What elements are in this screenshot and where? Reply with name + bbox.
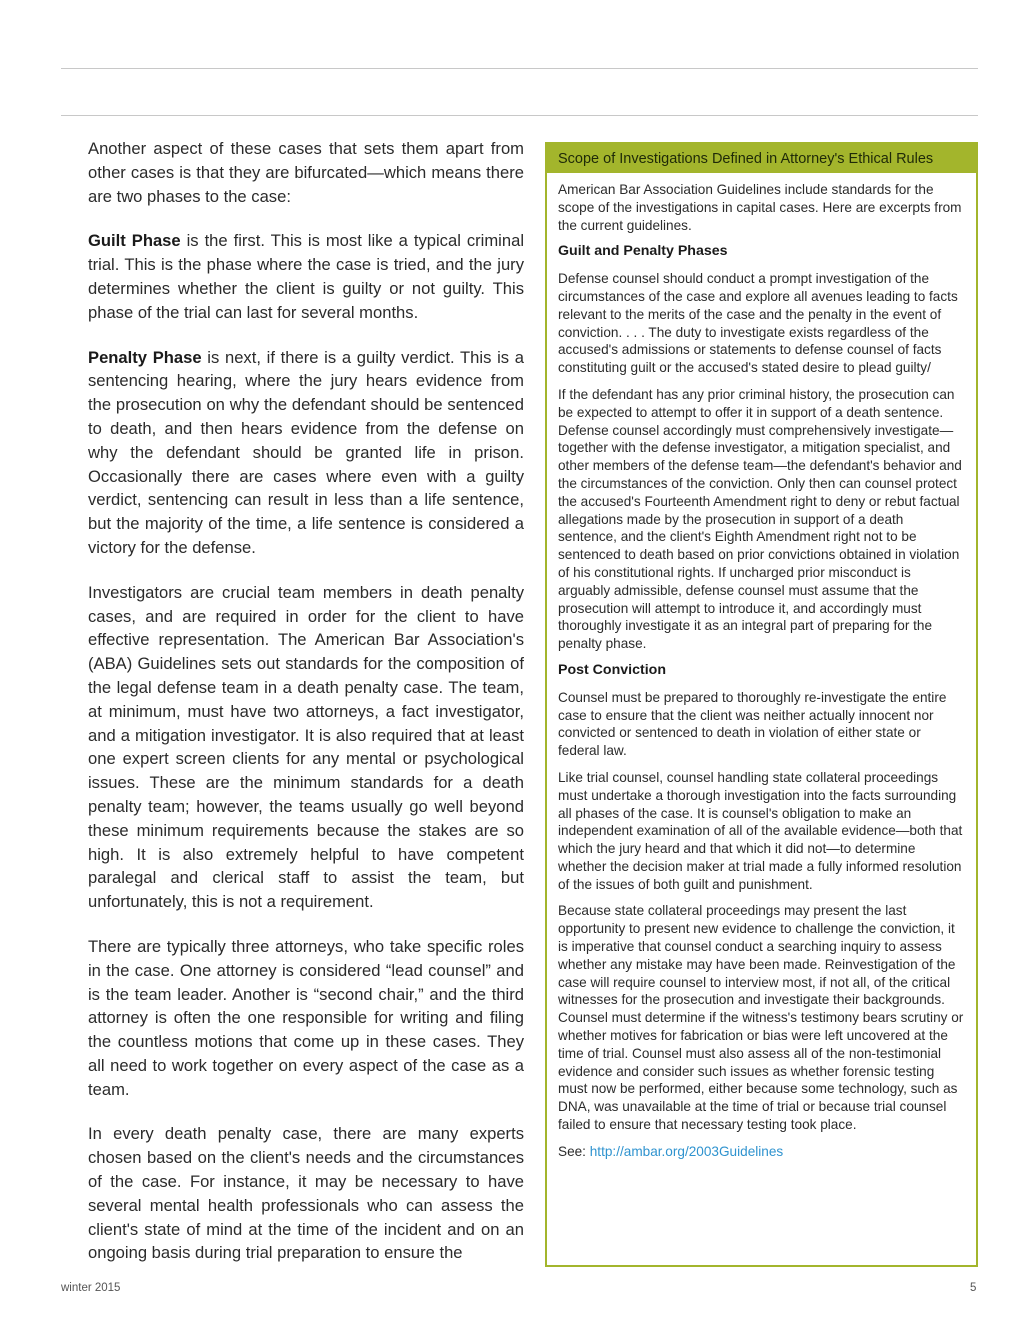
sidebar-paragraph: If the defendant has any prior criminal history, the prosecution can be expected to attempt to offer it in support of a death sentence. Defense counsel accordingly must comprehensively investigate—together with the defense investigator, a mitigation specialist, and other members of the defense team—the defendant's behavior and the circumstances of the conviction. Only then can counsel protect the accused's Fourteenth Amendment right to deny or rebut factual allegations made by the prosecution in support of a death sentence, and the client's Eighth Amendment right not to be sentenced to death based on prior convictions obtained in violation of his constitutional rights. If uncharged prior misconduct is arguably admissible, defense counsel must assume that the prosecution will attempt to introduce it, and accordingly must thoroughly investigate it as an integral part of preparing for the penalty phase.	[558, 386, 962, 652]
top-rule	[61, 68, 978, 69]
paragraph-penalty-phase	[88, 346, 524, 560]
footer-issue: winter 2015	[61, 1282, 121, 1294]
paragraph-investigators: Investigators are crucial team members in death penalty cases, and are required in order for the client to have effective representation. The American Bar Association's (ABA) Guidelines sets out standards for the composition of the legal defense team in a death penalty case. The team, at minimum, must have two attorneys, a fact investigator, and a mitigation investigator. It is also required that at least one expert screen clients for any mental or psychological issues. These are the minimum standards for a death penalty team; however, the teams usually go well beyond these minimum requirements because the stakes are so high. It is also extremely helpful to have competent paralegal and clerical staff to assist the team, but unfortunately, this is not a requirement.	[88, 582, 524, 912]
paragraph-experts: In every death penalty case, there are many experts chosen based on the client's needs and the circumstances of the case. For instance, it may be necessary to have several mental health professionals who can assess the client's state of mind at the time of the incident and on an ongoing basis during trial preparation to ensure the	[88, 1124, 524, 1263]
main-article	[88, 137, 524, 1286]
sidebar-title: Scope of Investigations Defined in Attorney's Ethical Rules	[547, 144, 976, 173]
see-label: See:	[558, 1143, 590, 1159]
heading-post-conviction: Post Conviction	[558, 661, 666, 678]
guilt-phase-text: is the first. This is most like a typical criminal trial. This is the phase where the case is tried, and the jury determines whether the client is guilty or not guilty. This phase of the trial can last for several months.	[88, 231, 525, 322]
term-penalty-phase: Penalty Phase	[88, 347, 202, 367]
penalty-phase-text: is next, if there is a guilty verdict. This is a sentencing hearing, where the jury hears evidence from the prosecution on why the defendant should be sentenced to death, and then hears evidence from the defense on why the defendant should be granted life in prison. Occasionally there are cases where even with a guilty verdict, sentencing can result in less than a life sentence, but the majority of the time, a life sentence is considered a victory for the defense.	[88, 347, 524, 557]
paragraph-intro: Another aspect of these cases that sets them apart from other cases is that they are bifurcated—which means there are two phases to the case:	[88, 139, 524, 206]
term-guilt-phase: Guilt Phase	[88, 231, 181, 251]
sidebar-paragraph: Because state collateral proceedings may present the last opportunity to present new evidence to challenge the conviction, it is imperative that counsel conduct a searching inquiry to assess whether any mistake may have been made. Reinvestigation of the case will require counsel to interview most, if not all, of the critical witnesses for the prosecution and investigate their backgrounds. Counsel must determine if the witness's testimony bears scrutiny or whether motives for fabrication or bias were left uncovered at the time of trial. Counsel must also assess all of the non-testimonial evidence and consider such issues as whether forensic testing must now be performed, either because some technology, such as DNA, was unavailable at the time of trial or because trial counsel failed to ensure that necessary testing took place.	[558, 903, 964, 1133]
sidebar-paragraph: Counsel must be prepared to thoroughly re-investigate the entire case to ensure that the client was neither actually innocent nor convicted or sentenced to death in violation of either state or federal law.	[558, 689, 947, 759]
sidebar-intro: American Bar Association Guidelines include standards for the scope of the investigations in capital cases. Here are excerpts from the current guidelines.	[558, 182, 962, 233]
paragraph-attorneys: There are typically three attorneys, who take specific roles in the case. One attorney is considered “lead counsel” and is the team leader. Another is “second chair,” and the third attorney is often the one responsible for writing and filing the countless motions that come up in these cases. They all need to work together on every aspect of the case as a team.	[88, 936, 524, 1099]
sidebar-box	[545, 142, 978, 1267]
sidebar-paragraph: Defense counsel should conduct a prompt investigation of the circumstances of the case and explore all avenues leading to facts relevant to the merits of the case and the penalty in the event of conviction. . . . The duty to investigate exists regardless of the accused's admissions or statements to defense counsel of facts constituting guilt or the accused's stated desire to plead guilty/	[558, 271, 958, 376]
page-number: 5	[970, 1282, 977, 1294]
sidebar-paragraph: Like trial counsel, counsel handling state collateral proceedings must undertake a thorough investigation into the facts surrounding all phases of the case. It is counsel's obligation to make an independent examination of all of the available evidence—both that which the jury heard and that which it did not—to determine whether the decision maker at trial made a fully informed resolution of the issues of both guilt and punishment.	[558, 769, 963, 892]
sidebar-body	[547, 173, 976, 1161]
heading-guilt-penalty: Guilt and Penalty Phases	[558, 243, 728, 260]
paragraph-guilt-phase	[88, 229, 524, 324]
guidelines-link[interactable]: http://ambar.org/2003Guidelines	[589, 1143, 784, 1159]
see-also	[558, 1143, 966, 1161]
second-rule	[61, 115, 978, 116]
